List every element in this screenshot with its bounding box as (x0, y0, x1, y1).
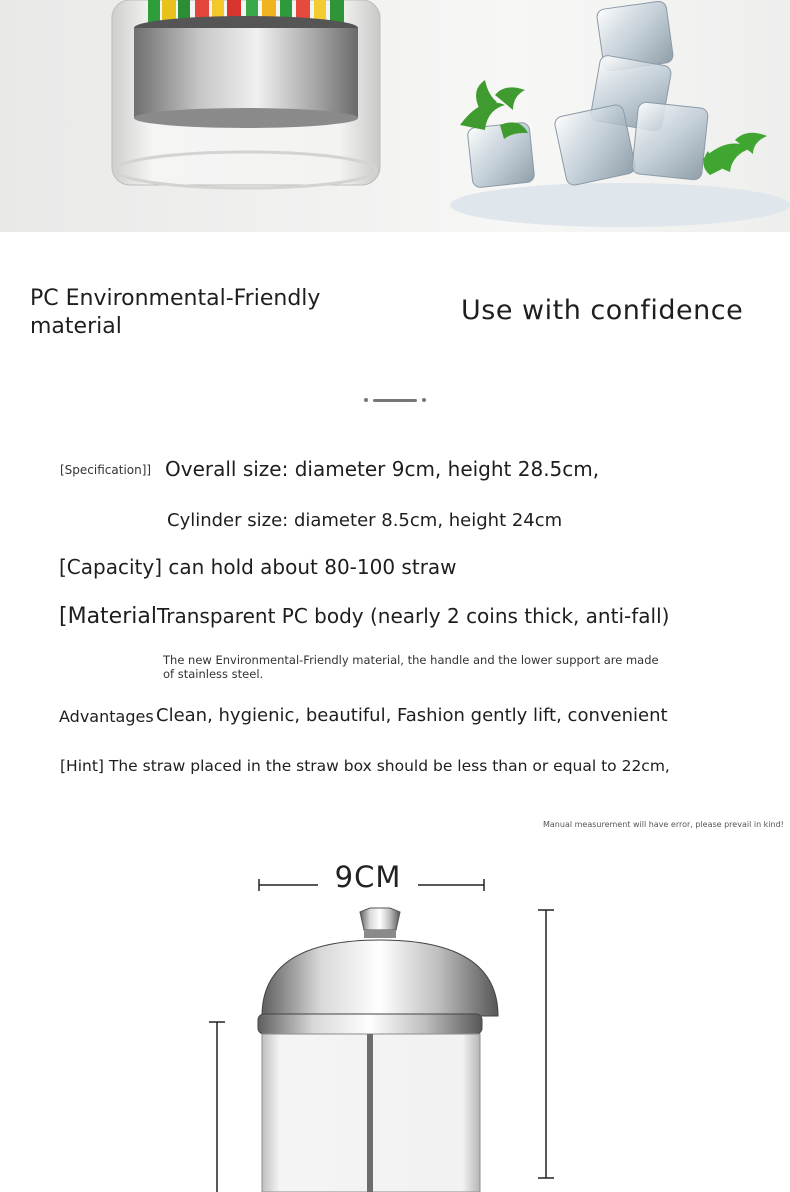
straw-jar-illustration (100, 0, 400, 232)
hint-text: [Hint] The straw placed in the straw box should be less than or equal to 22cm, (60, 757, 670, 775)
width-dimension-label: 9CM (334, 860, 402, 894)
specification-tag: [Specification]] (60, 463, 152, 477)
indicator-dot (422, 398, 426, 402)
advantages-text: Clean, hygienic, beautiful, Fashion gently lift, convenient (156, 705, 668, 726)
indicator-dot (364, 398, 368, 402)
advantages-tag: Advantages (59, 707, 154, 726)
straw-dispenser-illustration (200, 870, 580, 1192)
ice-cubes-illustration (440, 0, 790, 232)
top-banner (0, 0, 790, 232)
headline-material: PC Environmental-Friendly material (30, 286, 321, 339)
capacity-text: [Capacity] can hold about 80-100 straw (59, 555, 457, 579)
headline-confidence: Use with confidence (461, 295, 744, 326)
indicator-active-dash (373, 399, 417, 402)
material-text: Transparent PC body (nearly 2 coins thick, anti-fall) (157, 604, 670, 628)
measurement-disclaimer: Manual measurement will have error, please prevail in kind! (543, 820, 784, 829)
material-tag: [Material (59, 604, 157, 629)
cylinder-size-text: Cylinder size: diameter 8.5cm, height 24cm (167, 510, 563, 531)
carousel-indicator (364, 397, 428, 403)
material-note: The new Environmental-Friendly material, the handle and the lower support are made of stainless steel. (163, 653, 659, 681)
overall-size-text: Overall size: diameter 9cm, height 28.5cm, (165, 457, 600, 481)
